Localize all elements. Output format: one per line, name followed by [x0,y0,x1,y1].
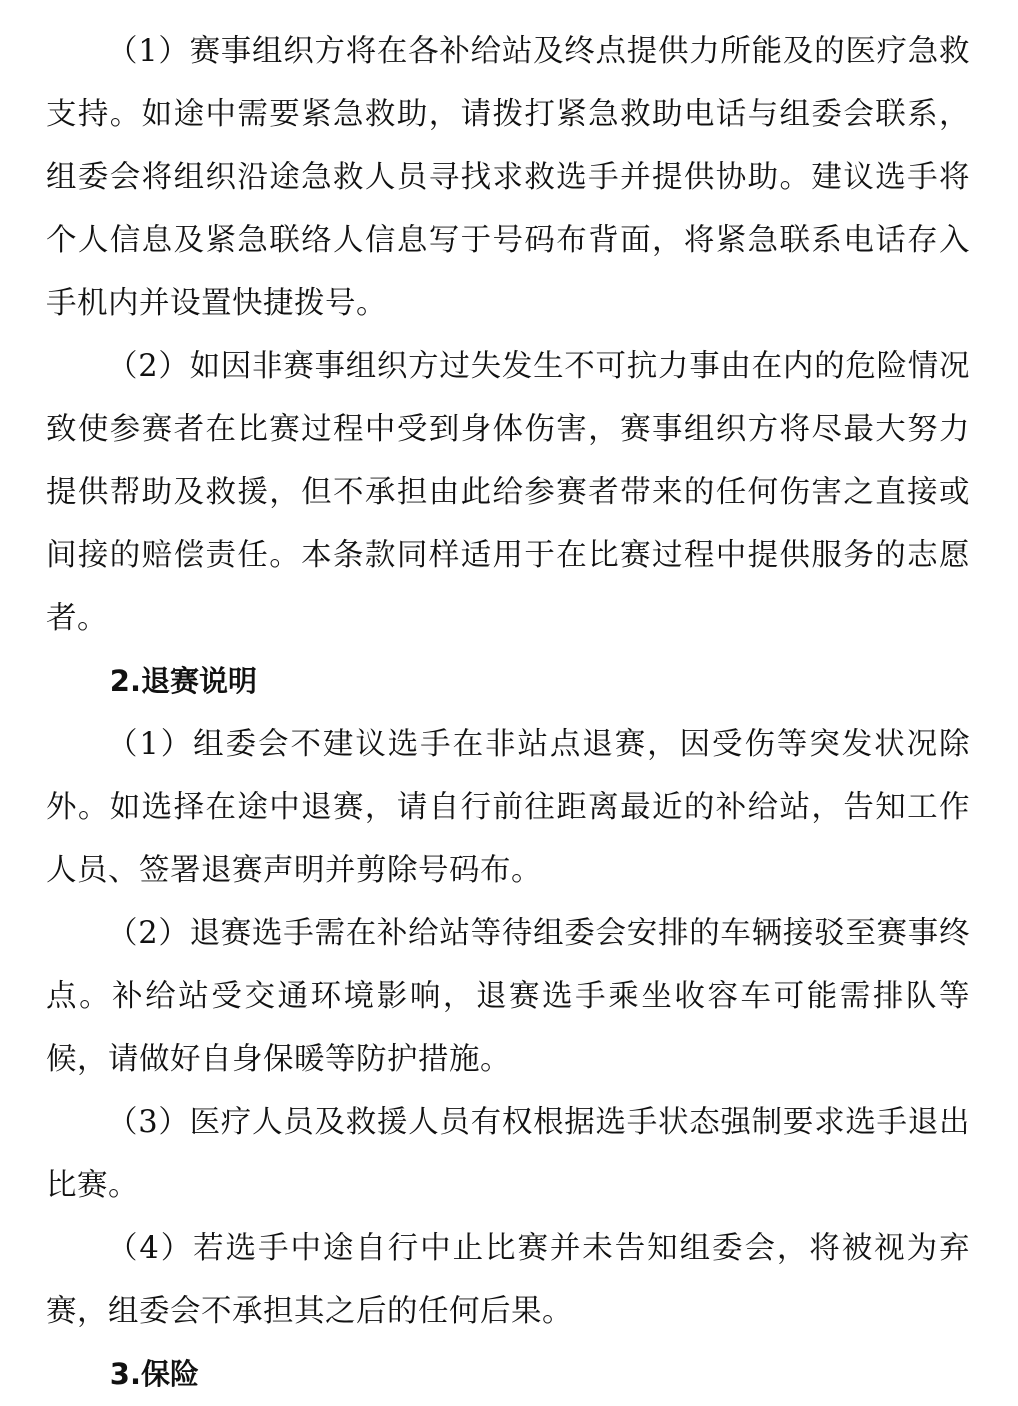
withdrawal-item-3: （3）医疗人员及救援人员有权根据选手状态强制要求选手退出比赛。 [46,1105,970,1203]
withdrawal-item-1: （1）组委会不建议选手在非站点退赛，因受伤等突发状况除外。如选择在途中退赛，请自行前往距离最近的补给站，告知工作人员、签署退赛声明并剪除号码布。 [46,727,970,888]
medical-support-paragraph: （1）赛事组织方将在各补给站及终点提供力所能及的医疗急救支持。如途中需要紧急救助，请拨打紧急救助电话与组委会联系，组委会将组织沿途急救人员寻找求救选手并提供协助。建议选手将个人信息及紧急联络人信息写于号码布背面，将紧急联系电话存入手机内并设置快捷拨号。 [46,34,970,321]
withdrawal-heading: 2.退赛说明 [109,664,257,698]
document-page [46,20,970,1406]
withdrawal-item-4: （4）若选手中途自行中止比赛并未告知组委会，将被视为弃赛，组委会不承担其之后的任何后果。 [46,1231,970,1329]
liability-paragraph: （2）如因非赛事组织方过失发生不可抗力事由在内的危险情况致使参赛者在比赛过程中受到身体伤害，赛事组织方将尽最大努力提供帮助及救援，但不承担由此给参赛者带来的任何伤害之直接或间接的赔偿责任。本条款同样适用于在比赛过程中提供服务的志愿者。 [46,349,970,636]
insurance-heading: 3.保险 [109,1357,199,1391]
withdrawal-item-2: （2）退赛选手需在补给站等待组委会安排的车辆接驳至赛事终点。补给站受交通环境影响，退赛选手乘坐收容车可能需排队等候，请做好自身保暖等防护措施。 [46,916,970,1077]
